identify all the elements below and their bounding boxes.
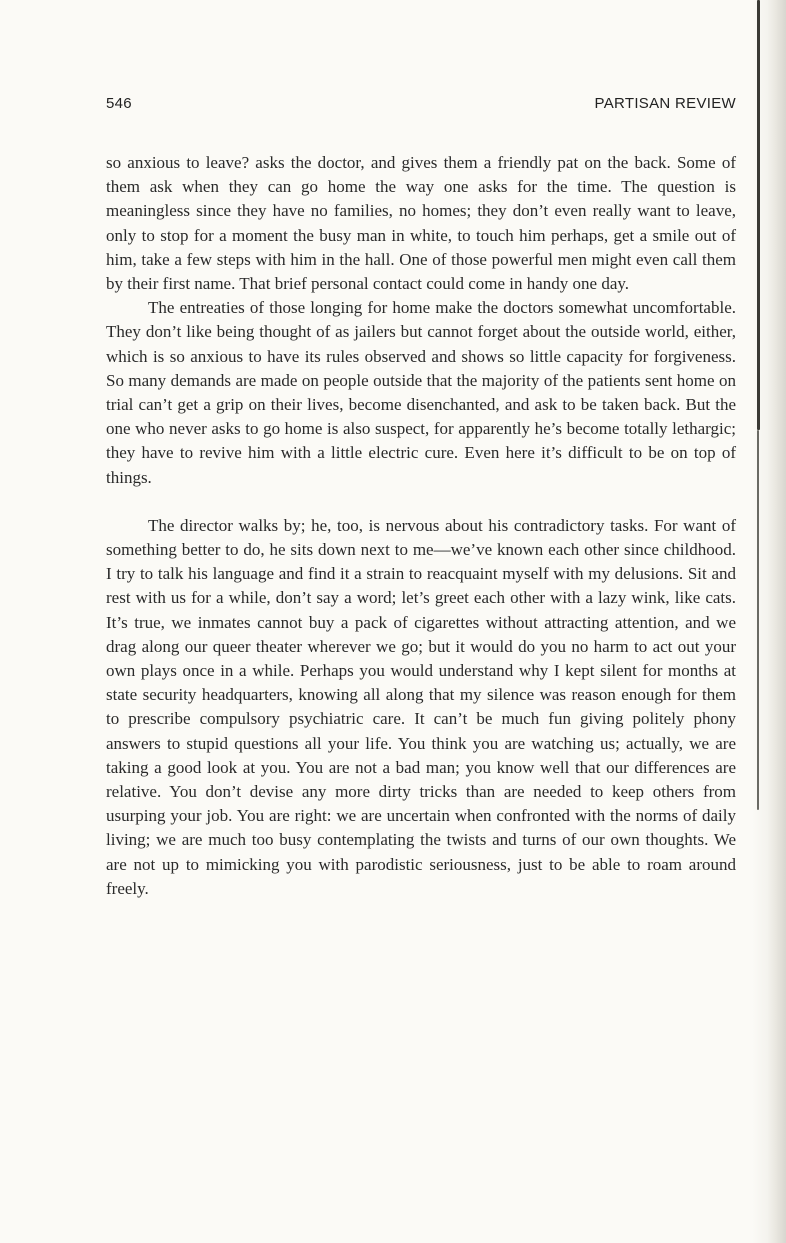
- page-gutter-shadow-lower: [757, 430, 759, 810]
- paragraph-continued: so anxious to leave? asks the doctor, and gives them a friendly pat on the back. Some of them ask when they can go home the way one asks for the time. The question is meaningless since they have no families, no homes; they don’t even really want to leave, only to stop for a moment the busy man in white, to touch him perhaps, get a smile out of him, take a few steps with him in the hall. One of those powerful men might even call them by their first name. That brief personal contact could come in handy one day.: [106, 153, 736, 294]
- page-number: 546: [106, 95, 132, 112]
- paragraph: The entreaties of those longing for home make the doctors somewhat uncomfortable. They don’t like being thought of as jailers but cannot forget about the outside world, either, which is so anxious to have its rules observed and shows so little capacity for forgiveness. So many demands are made on people outside that the majority of the patients sent home on trial can’t get a grip on their lives, become disenchanted, and ask to be taken back. But the one who never asks to go home is also suspect, for apparently he’s become totally lethargic; they have to revive him with a little electric cure. Even here it’s difficult to be on top of things.: [106, 298, 736, 487]
- page-gutter-shadow: [757, 0, 760, 430]
- running-title: PARTISAN REVIEW: [594, 95, 736, 112]
- body-text: [106, 151, 736, 901]
- running-header: [106, 95, 736, 112]
- paragraph-section-start: The director walks by; he, too, is nervous about his contradictory tasks. For want of something better to do, he sits down next to me—we’ve known each other since childhood. I try to talk his language and find it a strain to reacquaint myself with my delusions. Sit and rest with us for a while, don’t say a word; let’s greet each other with a lazy wink, like cats. It’s true, we inmates cannot buy a pack of cigarettes without attracting attention, and we drag along our queer theater wherever we go; but it would do you no harm to act out your own plays once in a while. Perhaps you would understand why I kept silent for months at state security headquarters, knowing all along that my silence was reason enough for them to prescribe compulsory psychiatric care. It can’t be much fun giving politely phony answers to stupid questions all your life. You think you are watching us; actually, we are taking a good look at you. You are not a bad man; you know well that our differences are relative. You don’t devise any more dirty tricks than are needed to keep others from usurping your job. You are right: we are uncertain when confronted with the norms of daily living; we are much too busy contemplating the twists and turns of our own thoughts. We are not up to mimicking you with parodistic seriousness, just to be able to roam around freely.: [106, 515, 736, 898]
